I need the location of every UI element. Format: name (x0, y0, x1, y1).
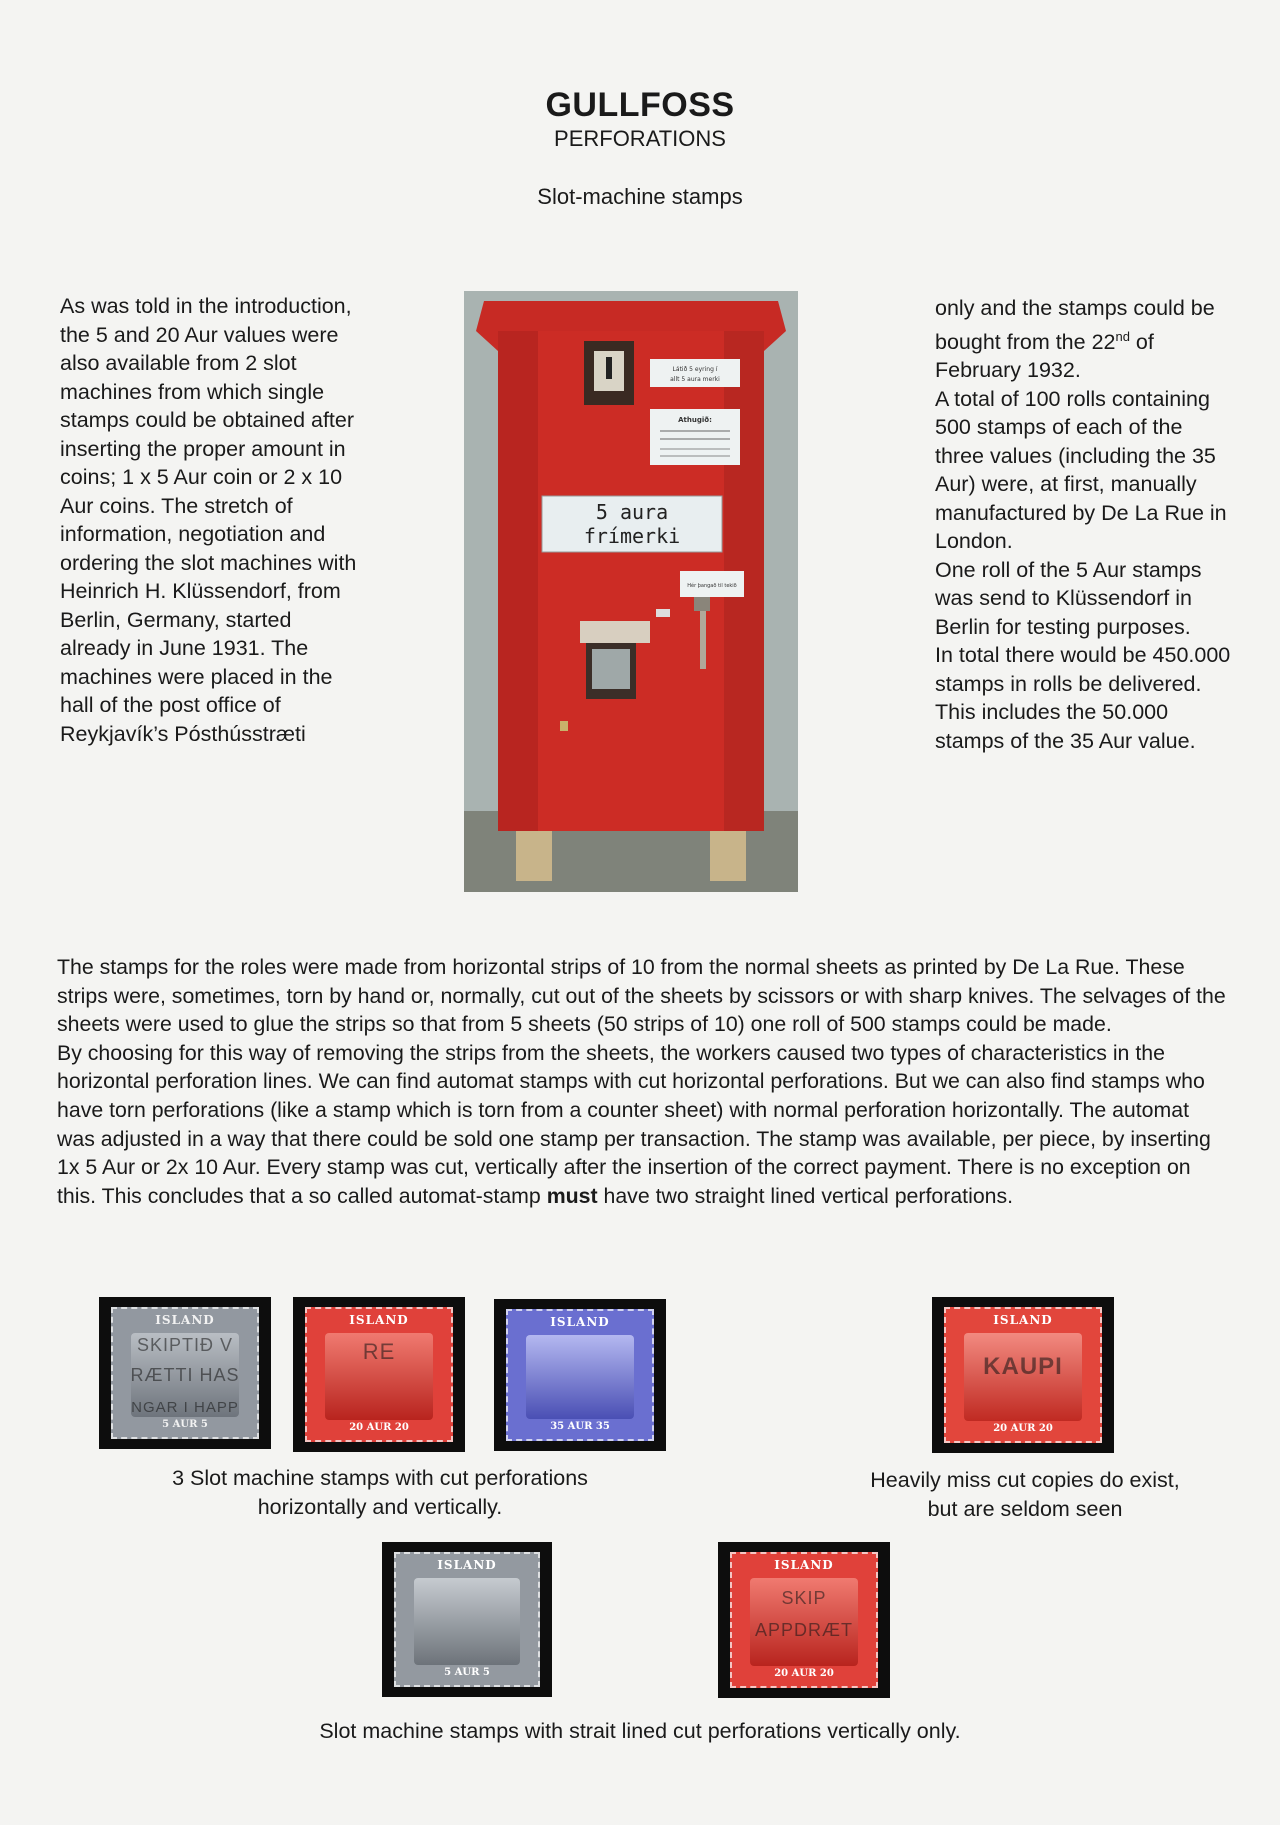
stamp-35-aur-blue (494, 1299, 666, 1451)
caption-miss-cut: Heavily miss cut copies do exist, but are seldom seen (870, 1468, 1180, 1521)
right-paragraph-1: only and the stamps could be bought from the 22nd of February 1932. (935, 296, 1215, 383)
caption-cut-perforations: 3 Slot machine stamps with cut perforations horizontally and vertically. (172, 1466, 588, 1519)
svg-text:Hér þangað til tekið: Hér þangað til tekið (687, 583, 737, 589)
slot-machine-photo (464, 291, 798, 892)
body-paragraph-2: By choosing for this way of removing the strips from the sheets, the workers caused two types of characteristics in the horizontal perforation lines. We can find automat stamps with cut horizontal perforations. But we can also find stamps who have torn perforations (like a stamp which is torn from a counter sheet) with normal perforation horizontally. The automat was adjusted in a way that there could be sold one stamp per transaction. The stamp was available, per piece, by inserting 1x 5 Aur or 2x 10 Aur. Every stamp was cut, vertically after the insertion of the correct payment. There is no exception on this. This concludes that a so called automat-stamp must have two straight lined vertical perforations. (57, 1040, 1211, 1208)
svg-text:5 aura: 5 aura (595, 500, 669, 524)
svg-text:allt 5 aura merki: allt 5 aura merki (670, 376, 720, 383)
right-paragraph-2: A total of 100 rolls containing 500 stamps of each of the three values (including the 35 Aur) were, at first, manually manufactured by De La Rue in London. (935, 386, 1227, 554)
right-column-text (935, 294, 1235, 755)
right-paragraph-4: In total there would be 450.000 stamps in rolls be delivered. This includes the 50.000 stamps of the 35 Aur value. (935, 643, 1231, 753)
stamp-5-aur-grey-vertical-cut (382, 1542, 552, 1697)
stamp-20-aur-red-vertical-cut (718, 1542, 890, 1698)
right-paragraph-3: One roll of the 5 Aur stamps was send to Klüssendorf in Berlin for testing purposes. (935, 557, 1202, 639)
page-title: GULLFOSS (545, 86, 735, 124)
stamp-5-aur-grey (99, 1297, 271, 1449)
stamp-20-aur-red (293, 1297, 465, 1452)
body-paragraph-1: The stamps for the roles were made from horizontal strips of 10 from the normal sheets as printed by De La Rue. These strips were, sometimes, torn by hand or, normally, cut out of the sheets by scissors or with sharp knives. The selvages of the sheets were used to glue the strips so that from 5 sheets (50 strips of 10) one roll of 500 stamps could be made. (57, 955, 1226, 1037)
left-column-text (60, 292, 360, 748)
stamp-image: ISLAND 35 AUR 35 (506, 1309, 654, 1441)
stamp-image: ISLAND KAUPI 20 AUR 20 (944, 1307, 1102, 1443)
slot-machine-illustration (464, 291, 798, 892)
stamp-image: ISLAND SKIPTIÐ V RÆTTI HAS NGAR I HAPP 5 AUR 5 (111, 1307, 259, 1439)
stamp-image: ISLAND SKIP APPDRÆT 20 AUR 20 (730, 1552, 878, 1688)
svg-text:Látið 5 eyring í: Látið 5 eyring í (672, 366, 718, 373)
stamp-image: ISLAND 5 AUR 5 (394, 1552, 540, 1687)
stamp-image: ISLAND RE 20 AUR 20 (305, 1307, 453, 1442)
body-text (57, 953, 1227, 1210)
left-column-paragraph: As was told in the introduction, the 5 and 20 Aur values were also available from 2 slot machines from which single stamps could be obtained after inserting the proper amount in coins; 1 x 5 Aur coin or 2 x 10 Aur coins. The stretch of information, negotiation and ordering the slot machines with Heinrich H. Klüssendorf, from Berlin, Germany, started already in June 1931. The machines were placed in the hall of the post office of Reykjavík’s Pósthússtræti (60, 294, 357, 746)
stamp-20-aur-miss-cut (932, 1297, 1114, 1453)
svg-text:frímerki: frímerki (583, 524, 681, 548)
page-subtitle: PERFORATIONS (554, 126, 726, 151)
section-heading: Slot-machine stamps (537, 184, 743, 209)
svg-text:Athugið:: Athugið: (678, 416, 712, 424)
caption-vertical-only: Slot machine stamps with strait lined cut perforations vertically only. (319, 1719, 961, 1743)
